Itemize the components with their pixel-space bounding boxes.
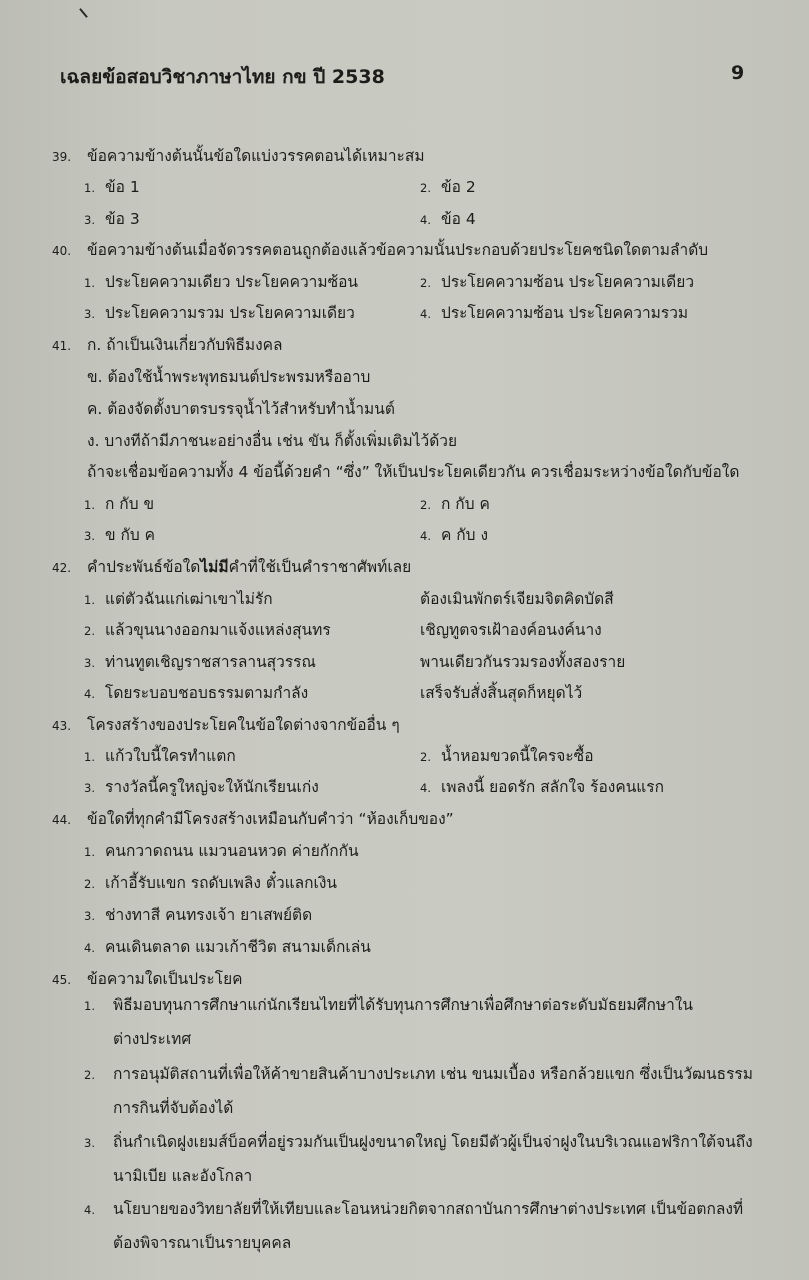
option-3	[84, 774, 319, 799]
option-text: การอนุมัติสถานที่เพื่อให้ค้าขายสินค้าบางประเภท เช่น ขนมเบื้อง หรือกล้วยแขก ซึ่งเป็นวัฒนธรรม	[113, 1065, 753, 1083]
option-2	[420, 743, 594, 768]
option-text: เพลงนี้ ยอดรัก สลักใจ ร้องคนแรก	[441, 778, 664, 796]
option-number: 4.	[420, 781, 431, 795]
option-number: 3.	[84, 909, 95, 923]
option-1-continued: ต่างประเทศ	[113, 1030, 192, 1048]
question-text: คำประพันธ์ข้อใด	[87, 558, 201, 576]
question-text: ข้อความข้างต้นนั้นข้อใดแบ่งวรรคตอนได้เหมาะสม	[87, 147, 425, 165]
question-number: 44.	[52, 813, 72, 827]
option-text: แก้วใบนี้ใครทำแตก	[105, 747, 236, 765]
option-4-continued: ต้องพิจารณาเป็นรายบุคคล	[113, 1234, 292, 1252]
option-text: ก กับ ข	[105, 495, 155, 513]
option-4	[84, 934, 371, 959]
question-39	[52, 143, 425, 168]
option-1	[84, 838, 359, 863]
option-text: ค กับ ง	[441, 526, 489, 544]
question-text: โครงสร้างของประโยคในข้อใดต่างจากข้ออื่น ๆ	[87, 716, 400, 734]
statement-kho-khwai: ค. ต้องจัดตั้งบาตรบรรจุน้ำไว้สำหรับทำน้ำมนต์	[87, 400, 395, 418]
option-4	[420, 206, 476, 231]
option-text: ประโยคความเดียว ประโยคความซ้อน	[105, 273, 359, 291]
option-number: 3.	[84, 1136, 95, 1150]
option-2	[84, 617, 331, 642]
option-1	[84, 586, 273, 611]
option-number: 2.	[84, 1068, 95, 1082]
option-number: 3.	[84, 529, 95, 543]
option-text: รางวัลนี้ครูใหญ่จะให้นักเรียนเก่ง	[105, 778, 319, 796]
option-text: คนเดินตลาด แมวเก้าชีวิต สนามเด็กเล่น	[105, 938, 371, 956]
option-number: 1.	[84, 498, 95, 512]
question-number: 45.	[52, 973, 72, 987]
option-text: เก้าอี้รับแขก รถดับเพลิง ตั๋วแลกเงิน	[105, 874, 337, 892]
question-number: 41.	[52, 339, 72, 353]
question-emphasis: ไม่มี	[200, 558, 229, 576]
verse-second: เสร็จรับสั่งสิ้นสุดก็หยุดไว้	[420, 684, 583, 702]
option-number: 1.	[84, 276, 95, 290]
question-number: 43.	[52, 719, 72, 733]
option-number: 4.	[84, 941, 95, 955]
option-number: 4.	[420, 529, 431, 543]
question-stem: ถ้าจะเชื่อมข้อความทั้ง 4 ข้อนี้ด้วยคำ “ซึ่ง” ให้เป็นประโยคเดียวกัน ควรเชื่อมระหว่างข้อใดกับข้อใด	[87, 463, 740, 481]
option-text: ข้อ 3	[105, 210, 140, 228]
question-43	[52, 712, 400, 737]
option-number: 1.	[84, 593, 95, 607]
option-number: 1.	[84, 845, 95, 859]
verse-second: เชิญทูตจรเฝ้าองค์อนงค์นาง	[420, 621, 602, 639]
option-text: นโยบายของวิทยาลัยที่ให้เทียบและโอนหน่วยกิตจากสถาบันการศึกษาต่างประเทศ เป็นข้อตกลงที่	[113, 1200, 744, 1218]
option-3	[84, 300, 355, 325]
question-number: 39.	[52, 150, 72, 164]
option-1	[84, 992, 693, 1017]
verse-first: แต่ตัวฉันแก่เฒ่าเขาไม่รัก	[105, 590, 273, 608]
option-number: 2.	[420, 498, 431, 512]
question-number: 42.	[52, 561, 72, 575]
option-4	[84, 680, 308, 705]
question-44	[52, 806, 454, 831]
option-text: น้ำหอมขวดนี้ใครจะซื้อ	[441, 747, 594, 765]
option-number: 3.	[84, 307, 95, 321]
question-text: ข้อความใดเป็นประโยค	[87, 970, 243, 988]
option-number: 2.	[420, 276, 431, 290]
option-3	[84, 649, 316, 674]
option-2-continued: การกินที่จับต้องได้	[113, 1099, 234, 1117]
option-text: ประโยคความซ้อน ประโยคความรวม	[441, 304, 689, 322]
option-4	[420, 774, 664, 799]
option-number: 4.	[420, 307, 431, 321]
option-text: ข้อ 4	[441, 210, 476, 228]
option-1	[84, 743, 236, 768]
question-text: ก. ถ้าเป็นเงินเกี่ยวกับพิธีมงคล	[87, 336, 283, 354]
pen-mark	[79, 8, 88, 18]
option-text: พิธีมอบทุนการศึกษาแก่นักเรียนไทยที่ได้รับทุนการศึกษาเพื่อศึกษาต่อระดับมัธยมศึกษาใน	[113, 996, 693, 1014]
option-2	[420, 269, 694, 294]
question-text: ข้อความข้างต้นเมื่อจัดวรรคตอนถูกต้องแล้วข้อความนั้นประกอบด้วยประโยคชนิดใดตามลำดับ	[87, 241, 709, 259]
option-text: ข้อ 2	[441, 178, 476, 196]
verse-first: โดยระบอบชอบธรรมตามกำลัง	[105, 684, 309, 702]
option-4	[84, 1196, 743, 1221]
question-text-end: คำที่ใช้เป็นคำราชาศัพท์เลย	[228, 558, 412, 576]
option-number: 1.	[84, 750, 95, 764]
option-text: ช่างทาสี คนทรงเจ้า ยาเสพย์ติด	[105, 906, 313, 924]
option-2	[84, 1061, 753, 1086]
option-4	[420, 522, 488, 547]
statement-ngo: ง. บางทีถ้ามีภาชนะอย่างอื่น เช่น ขัน ก็ตั้งเพิ่มเติมไว้ด้วย	[87, 432, 458, 450]
option-text: ถิ่นกำเนิดฝูงเยมส์บ็อคที่อยู่รวมกันเป็นฝูงขนาดใหญ่ โดยมีตัวผู้เป็นจ่าฝูงในบริเวณแอฟริกาใต้จนถึง	[113, 1133, 753, 1151]
option-number: 2.	[420, 181, 431, 195]
option-number: 4.	[84, 687, 95, 701]
option-text: ประโยคความซ้อน ประโยคความเดียว	[441, 273, 695, 291]
question-number: 40.	[52, 244, 72, 258]
option-2	[84, 870, 337, 895]
option-number: 2.	[84, 624, 95, 638]
question-40	[52, 237, 708, 262]
verse-first: แล้วขุนนางออกมาแจ้งแหล่งสุนทร	[105, 621, 331, 639]
option-text: ข้อ 1	[105, 178, 140, 196]
option-2	[420, 174, 476, 199]
option-number: 2.	[84, 877, 95, 891]
option-2	[420, 491, 490, 516]
option-text: ข กับ ค	[105, 526, 156, 544]
option-text: ก กับ ค	[441, 495, 490, 513]
option-text: ประโยคความรวม ประโยคความเดียว	[105, 304, 355, 322]
option-number: 3.	[84, 781, 95, 795]
option-3	[84, 522, 155, 547]
option-3	[84, 206, 140, 231]
option-number: 2.	[420, 750, 431, 764]
question-42	[52, 554, 411, 579]
page-title: เฉลยข้อสอบวิชาภาษาไทย กข ปี 2538	[60, 66, 385, 88]
option-number: 1.	[84, 181, 95, 195]
option-4	[420, 300, 688, 325]
question-45	[52, 966, 243, 991]
page-number: 9	[731, 62, 745, 84]
option-number: 4.	[84, 1203, 95, 1217]
statement-kho: ข. ต้องใช้น้ำพระพุทธมนต์ประพรมหรืออาบ	[87, 368, 371, 386]
option-3	[84, 902, 312, 927]
option-3-continued: นามิเบีย และอังโกลา	[113, 1167, 253, 1185]
option-1	[84, 269, 358, 294]
option-1	[84, 491, 154, 516]
verse-first: ท่านทูตเชิญราชสารลานสุวรรณ	[105, 653, 316, 671]
option-number: 4.	[420, 213, 431, 227]
option-3	[84, 1129, 753, 1154]
option-number: 3.	[84, 213, 95, 227]
option-number: 1.	[84, 999, 95, 1013]
option-text: คนกวาดถนน แมวนอนหวด ค่ายกักกัน	[105, 842, 359, 860]
question-text: ข้อใดที่ทุกคำมีโครงสร้างเหมือนกับคำว่า “ห้องเก็บของ”	[87, 810, 454, 828]
option-1	[84, 174, 140, 199]
verse-second: ต้องเมินพักตร์เจียมจิตคิดบัดสี	[420, 590, 614, 608]
question-41	[52, 332, 283, 357]
verse-second: พานเดียวกันรวมรองทั้งสองราย	[420, 653, 626, 671]
page-header	[0, 62, 809, 92]
option-number: 3.	[84, 656, 95, 670]
